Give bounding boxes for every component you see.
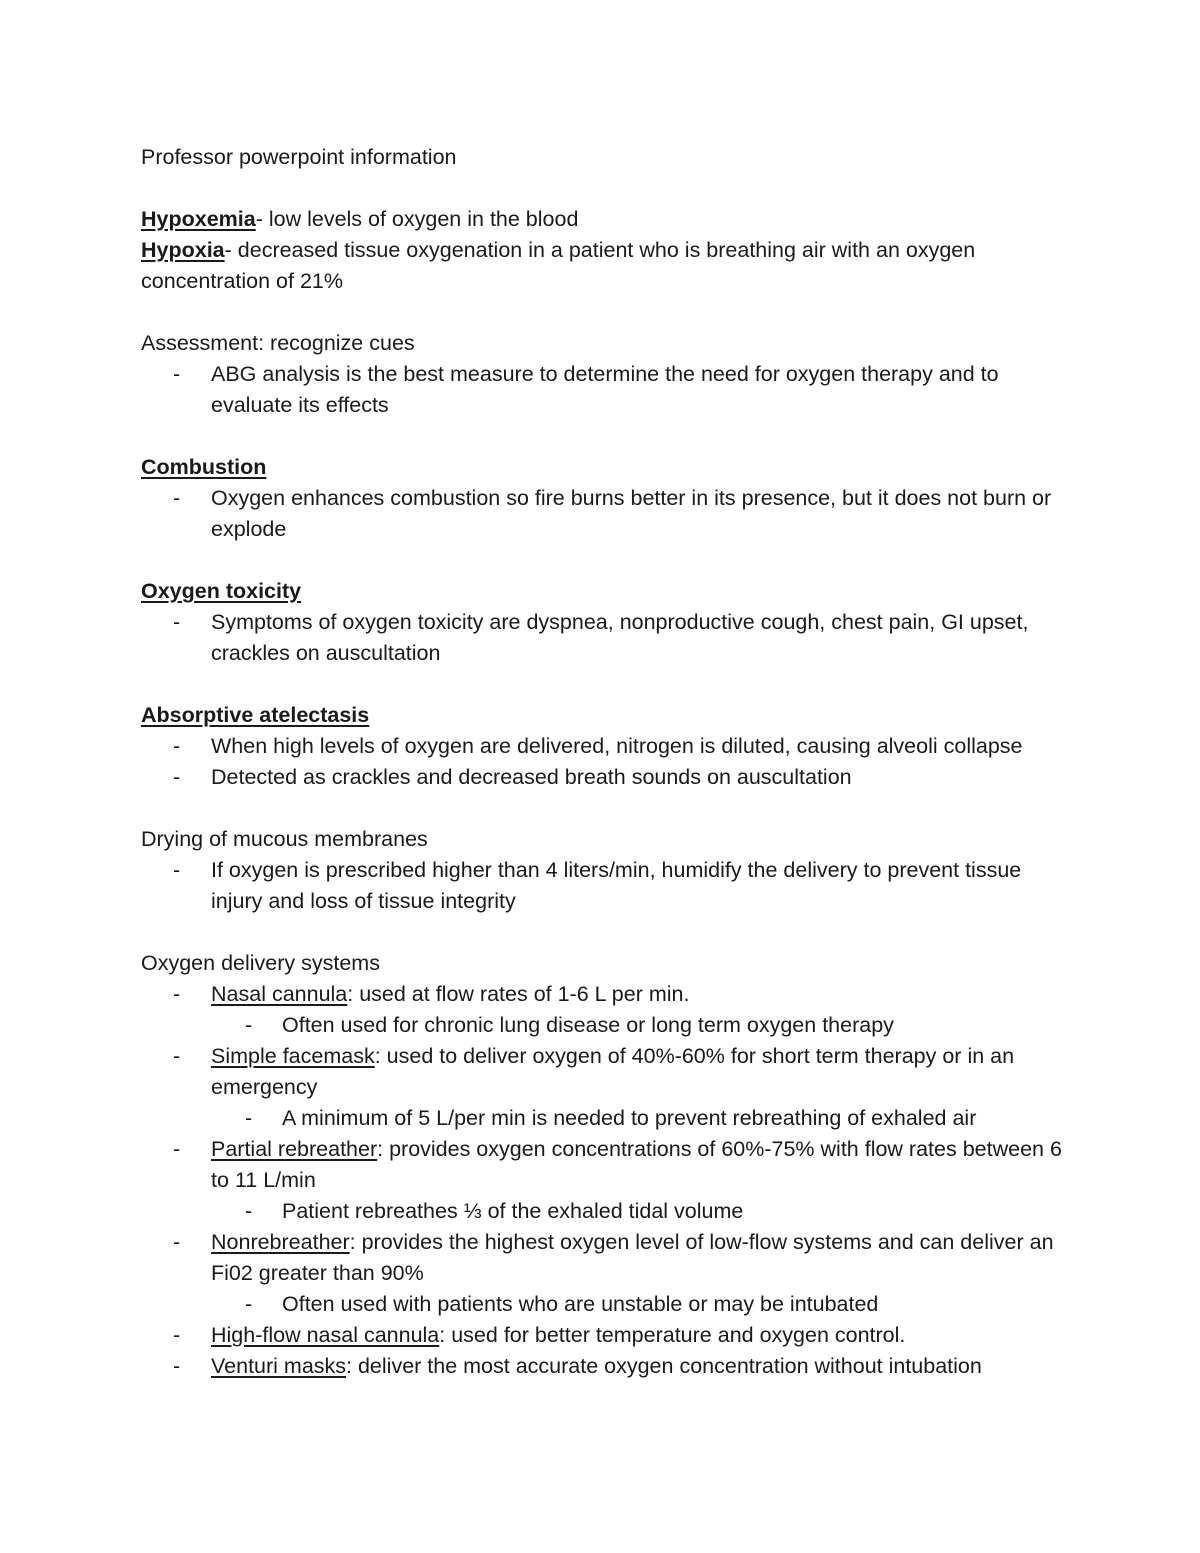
sub-list-item [141, 1010, 1071, 1041]
bullet-dash: - [245, 1199, 253, 1223]
list-item-text: ABG analysis is the best measure to determine the need for oxygen therapy and to evaluate its effects [211, 362, 999, 417]
document-page [141, 142, 1071, 1382]
delivery-item-name: Nasal cannula [211, 982, 348, 1006]
delivery-item-nasal-cannula [141, 979, 1071, 1010]
delivery-item-text: : used at flow rates of 1-6 L per min. [347, 982, 690, 1006]
bullet-dash: - [245, 1292, 253, 1316]
sub-list-item [141, 1289, 1071, 1320]
term-hypoxia: Hypoxia [141, 238, 225, 262]
bullet-dash: - [173, 610, 181, 634]
list-item [141, 607, 1071, 669]
list-item [141, 731, 1071, 762]
list-item-text: Detected as crackles and decreased breath sounds on auscultation [211, 765, 852, 789]
section-heading-drying: Drying of mucous membranes [141, 827, 428, 851]
list-item-text: If oxygen is prescribed higher than 4 liters/min, humidify the delivery to prevent tissue injury and loss of tissue integrity [211, 858, 1022, 913]
bullet-dash: - [173, 858, 181, 882]
delivery-item-text: : used for better temperature and oxygen control. [439, 1323, 906, 1347]
spacer [141, 917, 1071, 948]
delivery-item-text: : provides the highest oxygen level of low-flow systems and can deliver an Fi02 greater than 90% [211, 1230, 1054, 1285]
list-item-text: Symptoms of oxygen toxicity are dyspnea, nonproductive cough, chest pain, GI upset, crackles on auscultation [211, 610, 1029, 665]
delivery-item-venturi-masks [141, 1351, 1071, 1382]
bullet-dash: - [173, 982, 181, 1006]
list-item-text: Oxygen enhances combustion so fire burns better in its presence, but it does not burn or explode [211, 486, 1052, 541]
bullet-dash: - [173, 1323, 181, 1347]
spacer [141, 793, 1071, 824]
sub-list-item-text: A minimum of 5 L/per min is needed to prevent rebreathing of exhaled air [282, 1106, 977, 1130]
delivery-item-name: High-flow nasal cannula [211, 1323, 440, 1347]
document-title: Professor powerpoint information [141, 145, 457, 169]
term-hypoxemia: Hypoxemia [141, 207, 256, 231]
spacer [141, 545, 1071, 576]
list-item-text: When high levels of oxygen are delivered, nitrogen is diluted, causing alveoli collapse [211, 734, 1023, 758]
sub-list-item-text: Patient rebreathes ⅓ of the exhaled tidal volume [282, 1199, 744, 1223]
sub-list-item [141, 1103, 1071, 1134]
bullet-dash: - [173, 1354, 181, 1378]
section-heading-combustion: Combustion [141, 455, 267, 479]
sub-list-item-text: Often used with patients who are unstable or may be intubated [282, 1292, 879, 1316]
definition-hypoxemia [141, 204, 1071, 235]
delivery-item-name: Nonrebreather [211, 1230, 350, 1254]
sub-list-item [141, 1196, 1071, 1227]
bullet-dash: - [173, 1230, 181, 1254]
section-heading-oxygen-toxicity: Oxygen toxicity [141, 579, 302, 603]
spacer [141, 669, 1071, 700]
spacer [141, 173, 1071, 204]
delivery-item-high-flow-nasal-cannula [141, 1320, 1071, 1351]
delivery-item-simple-facemask [141, 1041, 1071, 1103]
bullet-dash: - [245, 1013, 253, 1037]
definition-text: - decreased tissue oxygenation in a patient who is breathing air with an oxygen concentration of 21% [141, 238, 976, 293]
definition-hypoxia [141, 235, 1071, 297]
section-heading-absorptive-atelectasis: Absorptive atelectasis [141, 703, 370, 727]
spacer [141, 421, 1071, 452]
definition-text: - low levels of oxygen in the blood [255, 207, 579, 231]
spacer [141, 297, 1071, 328]
list-item [141, 762, 1071, 793]
list-item [141, 359, 1071, 421]
delivery-item-text: : provides oxygen concentrations of 60%-75% with flow rates between 6 to 11 L/min [211, 1137, 1062, 1192]
bullet-dash: - [173, 765, 181, 789]
bullet-dash: - [173, 734, 181, 758]
delivery-item-nonrebreather [141, 1227, 1071, 1289]
section-heading-delivery-systems: Oxygen delivery systems [141, 951, 380, 975]
delivery-item-name: Venturi masks [211, 1354, 347, 1378]
delivery-item-partial-rebreather [141, 1134, 1071, 1196]
bullet-dash: - [173, 362, 181, 386]
list-item [141, 483, 1071, 545]
delivery-item-name: Simple facemask [211, 1044, 375, 1068]
bullet-dash: - [173, 486, 181, 510]
delivery-item-name: Partial rebreather [211, 1137, 378, 1161]
bullet-dash: - [173, 1044, 181, 1068]
bullet-dash: - [245, 1106, 253, 1130]
section-heading-assessment: Assessment: recognize cues [141, 331, 415, 355]
bullet-dash: - [173, 1137, 181, 1161]
delivery-item-text: : deliver the most accurate oxygen concentration without intubation [346, 1354, 982, 1378]
sub-list-item-text: Often used for chronic lung disease or long term oxygen therapy [282, 1013, 894, 1037]
delivery-item-text: : used to deliver oxygen of 40%-60% for short term therapy or in an emergency [211, 1044, 1015, 1099]
list-item [141, 855, 1071, 917]
